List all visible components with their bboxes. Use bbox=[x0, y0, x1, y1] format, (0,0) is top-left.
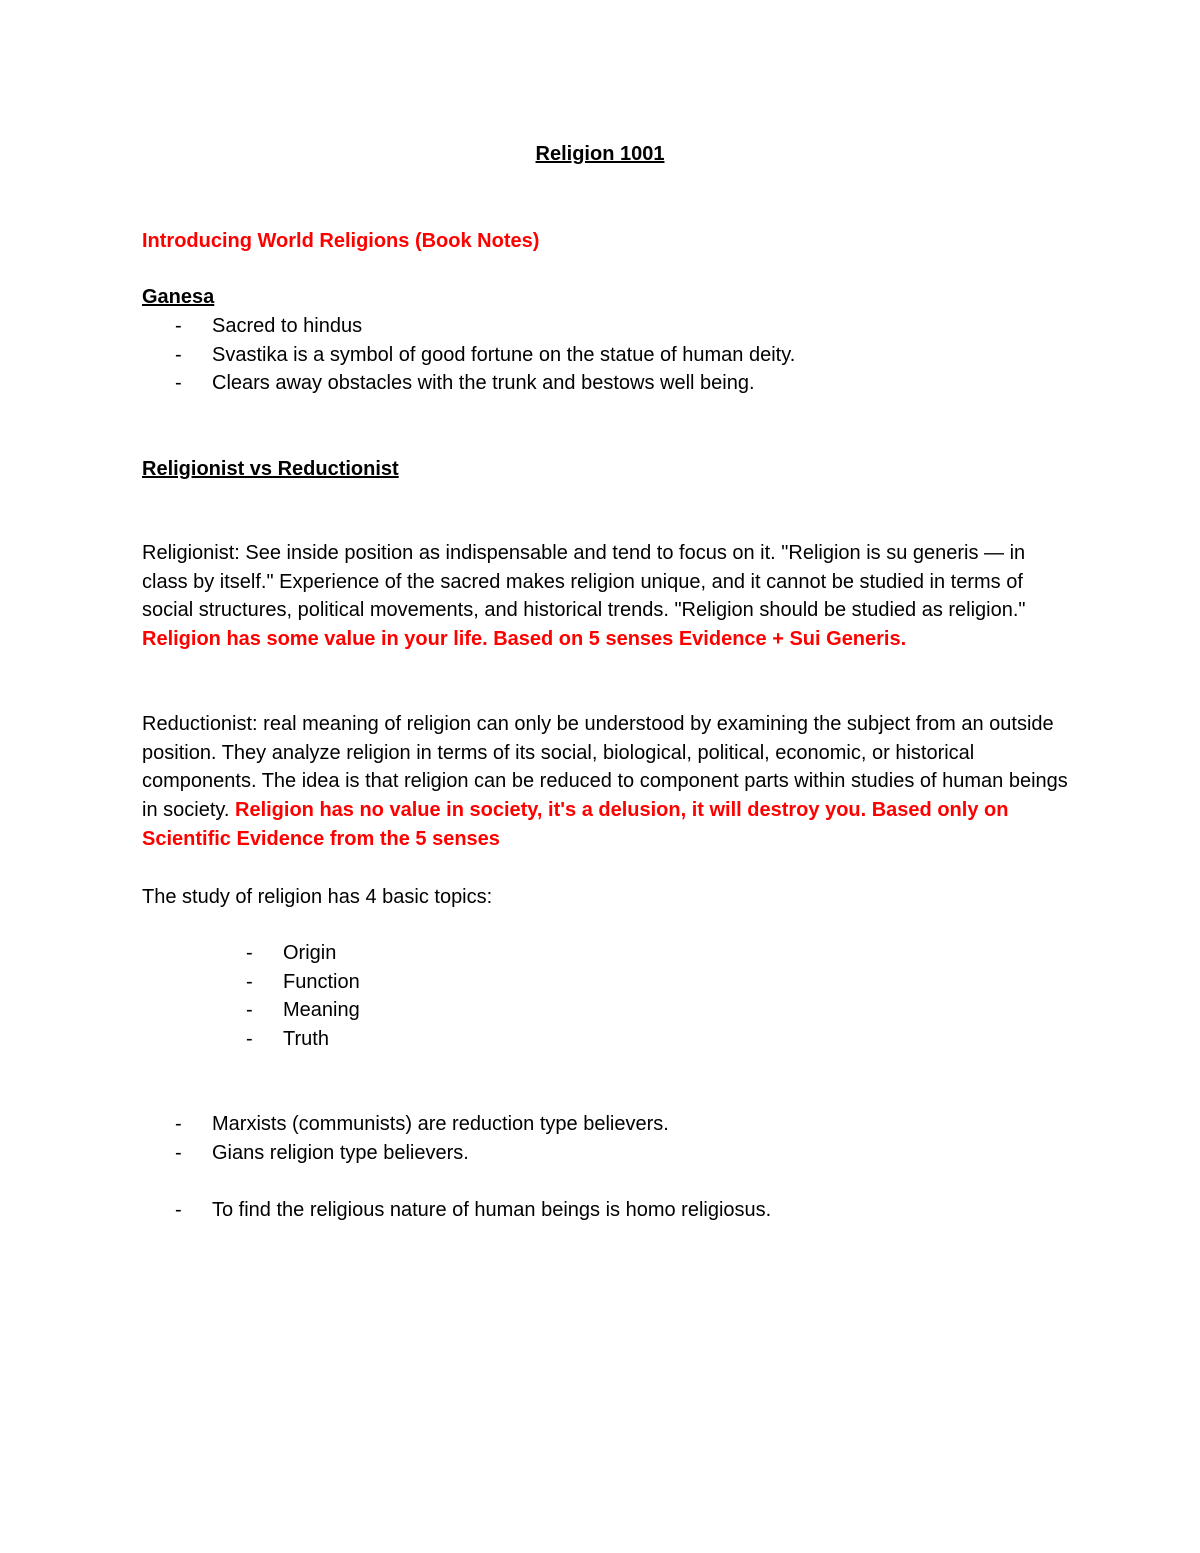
reductionist-paragraph bbox=[142, 710, 1072, 854]
topics-intro: The study of religion has 4 basic topics: bbox=[142, 886, 493, 908]
religionist-highlight: Religion has some value in your life. Based on 5 senses Evidence + Sui Generis. bbox=[142, 628, 907, 651]
list-item-text: Clears away obstacles with the trunk and bestows well being. bbox=[212, 372, 755, 394]
list-item-text: Origin bbox=[283, 942, 337, 964]
list-item-text: To find the religious nature of human beings is homo religiosus. bbox=[212, 1199, 772, 1221]
reductionist-highlight: Religion has no value in society, it's a delusion, it will destroy you. Based only on Scientific Evidence from the 5 senses bbox=[142, 799, 1009, 850]
bullet-dash: - bbox=[175, 343, 182, 366]
bullet-dash: - bbox=[175, 315, 182, 337]
ganesa-heading: Ganesa bbox=[142, 286, 215, 308]
bullet-dash: - bbox=[175, 1199, 182, 1221]
list-item-text: Svastika is a symbol of good fortune on the statue of human deity. bbox=[212, 343, 796, 366]
list-item-text: Gians religion type believers. bbox=[212, 1141, 469, 1164]
list-item-text: Meaning bbox=[283, 999, 360, 1021]
bullet-dash: - bbox=[175, 1113, 182, 1135]
list-item-text: Marxists (communists) are reduction type believers. bbox=[212, 1113, 669, 1135]
bullet-dash: - bbox=[175, 372, 182, 394]
page-title: Religion 1001 bbox=[535, 143, 665, 165]
list-item-text: Truth bbox=[283, 1027, 329, 1050]
reductionist-text: Reductionist: real meaning of religion can only be understood by examining the subject from an outside position. They analyze religion in terms of its social, biological, political, economic, or historical components. The idea is that religion can be reduced to component parts within studies of human beings in society. bbox=[142, 713, 1068, 822]
religionist-text: Religionist: See inside position as indispensable and tend to focus on it. "Religion is su generis — in class by itself." Experience of the sacred makes religion unique, and it cannot be studied in terms of social structures, political movements, and historical trends. "Religion should be studied as religion." bbox=[142, 542, 1026, 622]
bullet-dash: - bbox=[175, 1141, 182, 1164]
book-notes-heading: Introducing World Religions (Book Notes) bbox=[142, 230, 540, 252]
bullet-dash: - bbox=[246, 1027, 253, 1050]
bullet-dash: - bbox=[246, 942, 253, 964]
religionist-paragraph bbox=[142, 539, 1072, 654]
comparison-heading: Religionist vs Reductionist bbox=[142, 458, 399, 480]
bullet-dash: - bbox=[246, 970, 253, 993]
bullet-dash: - bbox=[246, 999, 253, 1021]
list-item-text: Function bbox=[283, 970, 360, 993]
list-item-text: Sacred to hindus bbox=[212, 315, 363, 337]
